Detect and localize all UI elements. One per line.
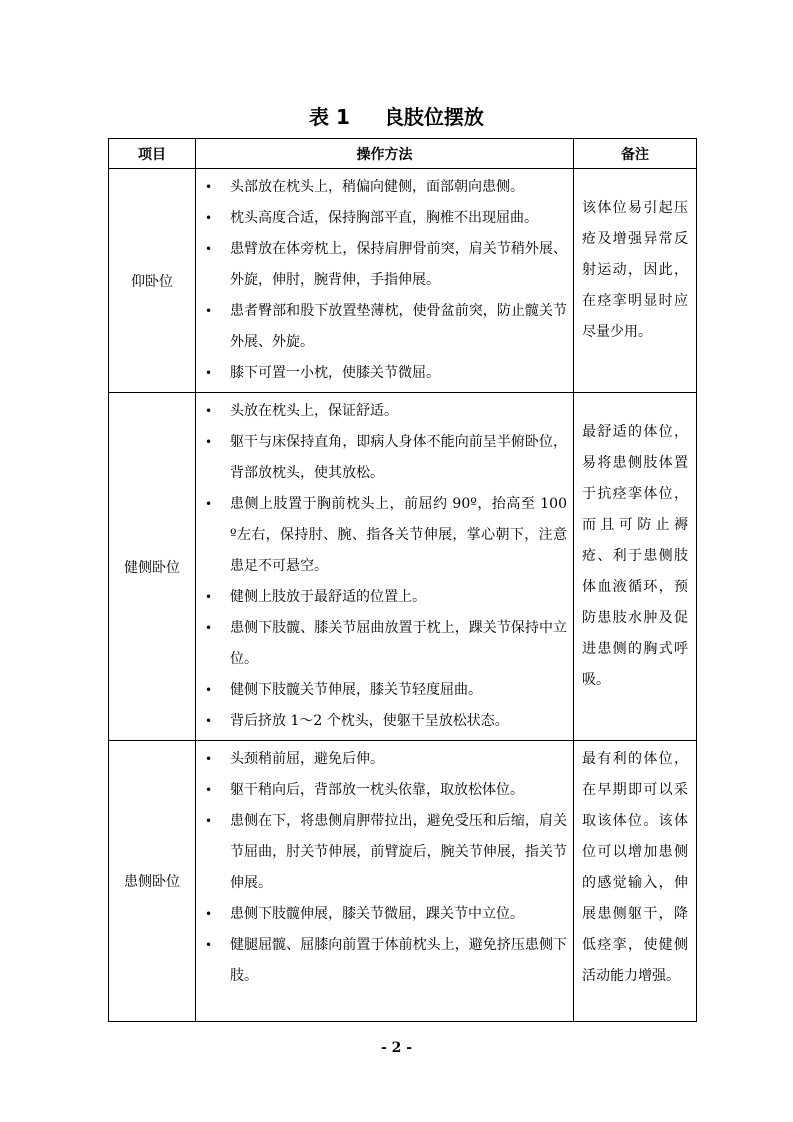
method-bullet: • 健侧下肢髋关节伸展，膝关节轻度屈曲。: [196, 675, 567, 706]
method-bullet: • 患侧下肢髋伸展，膝关节微屈，踝关节中立位。: [196, 899, 567, 930]
header-method: 操作方法: [196, 139, 574, 169]
method-bullet: • 头颈稍前屈，避免后伸。: [196, 744, 567, 775]
note-text: 最舒适的体位，易将患侧肢体置于抗痉挛体位，而且可防止褥疮、利于患侧肢体血液循环，预防患肢水肿及促进患侧的胸式呼吸。: [582, 424, 688, 688]
table-title-text: 良肢位摆放: [383, 105, 484, 129]
row-item: 患侧卧位: [109, 741, 196, 1022]
method-bullet: • 患者臀部和股下放置垫薄枕，使骨盆前突，防止髋关节外展、外旋。: [196, 296, 567, 358]
method-bullet: • 膝下可置一小枕，使膝关节微屈。: [196, 358, 567, 389]
table-row-affected-side: [109, 741, 697, 1022]
method-bullet: • 头部放在枕头上，稍偏向健侧，面部朝向患侧。: [196, 172, 567, 203]
method-bullet: • 健腿屈髋、屈膝向前置于体前枕头上，避免挤压患侧下肢。: [196, 930, 567, 992]
positioning-table: [108, 138, 697, 1022]
row-methods: [196, 393, 574, 741]
table-title-label: 表 1: [309, 105, 350, 129]
table-row-healthy-side: [109, 393, 697, 741]
row-item: 健侧卧位: [109, 393, 196, 741]
row-methods: [196, 741, 574, 1022]
method-bullet: • 患侧上肢置于胸前枕头上，前屈约 90º，抬高至 100 º左右，保持肘、腕、指各关节伸展，掌心朝下，注意患足不可悬空。: [196, 489, 567, 582]
method-bullet: • 头放在枕头上，保证舒适。: [196, 396, 567, 427]
method-bullet: • 患臂放在体旁枕上，保持肩胛骨前突，肩关节稍外展、外旋，伸肘，腕背伸，手指伸展。: [196, 234, 567, 296]
row-note: [574, 393, 697, 741]
method-bullet: • 健侧上肢放于最舒适的位置上。: [196, 582, 567, 613]
method-bullet: • 背后挤放 1～2 个枕头，使躯干呈放松状态。: [196, 706, 567, 737]
table-row-supine: [109, 169, 697, 393]
method-bullet: • 躯干与床保持直角，即病人身体不能向前呈半俯卧位，背部放枕头，使其放松。: [196, 427, 567, 489]
method-bullet: • 躯干稍向后，背部放一枕头依靠，取放松体位。: [196, 775, 567, 806]
method-bullet: • 患侧下肢髋、膝关节屈曲放置于枕上，踝关节保持中立位。: [196, 613, 567, 675]
row-methods: [196, 169, 574, 393]
note-text: 该体位易引起压疮及增强异常反射运动，因此，在痉挛明显时应尽量少用。: [582, 200, 688, 340]
page-number: - 2 -: [380, 1040, 413, 1056]
table-title: [0, 104, 793, 130]
header-note: 备注: [574, 139, 697, 169]
row-note: [574, 741, 697, 1022]
note-text: 最有利的体位，在早期即可以采取该体位。该体位可以增加患侧的感觉输入，伸展患侧躯干，降低痉挛，使健侧活动能力增强。: [582, 751, 688, 984]
row-item: 仰卧位: [109, 169, 196, 393]
table-header-row: [109, 139, 697, 169]
header-item: 项目: [109, 139, 196, 169]
method-bullet: • 枕头高度合适，保持胸部平直，胸椎不出现屈曲。: [196, 203, 567, 234]
method-bullet: • 患侧在下，将患侧肩胛带拉出，避免受压和后缩，肩关节屈曲，肘关节伸展，前臂旋后，腕关节伸展，指关节伸展。: [196, 806, 567, 899]
row-note: [574, 169, 697, 393]
